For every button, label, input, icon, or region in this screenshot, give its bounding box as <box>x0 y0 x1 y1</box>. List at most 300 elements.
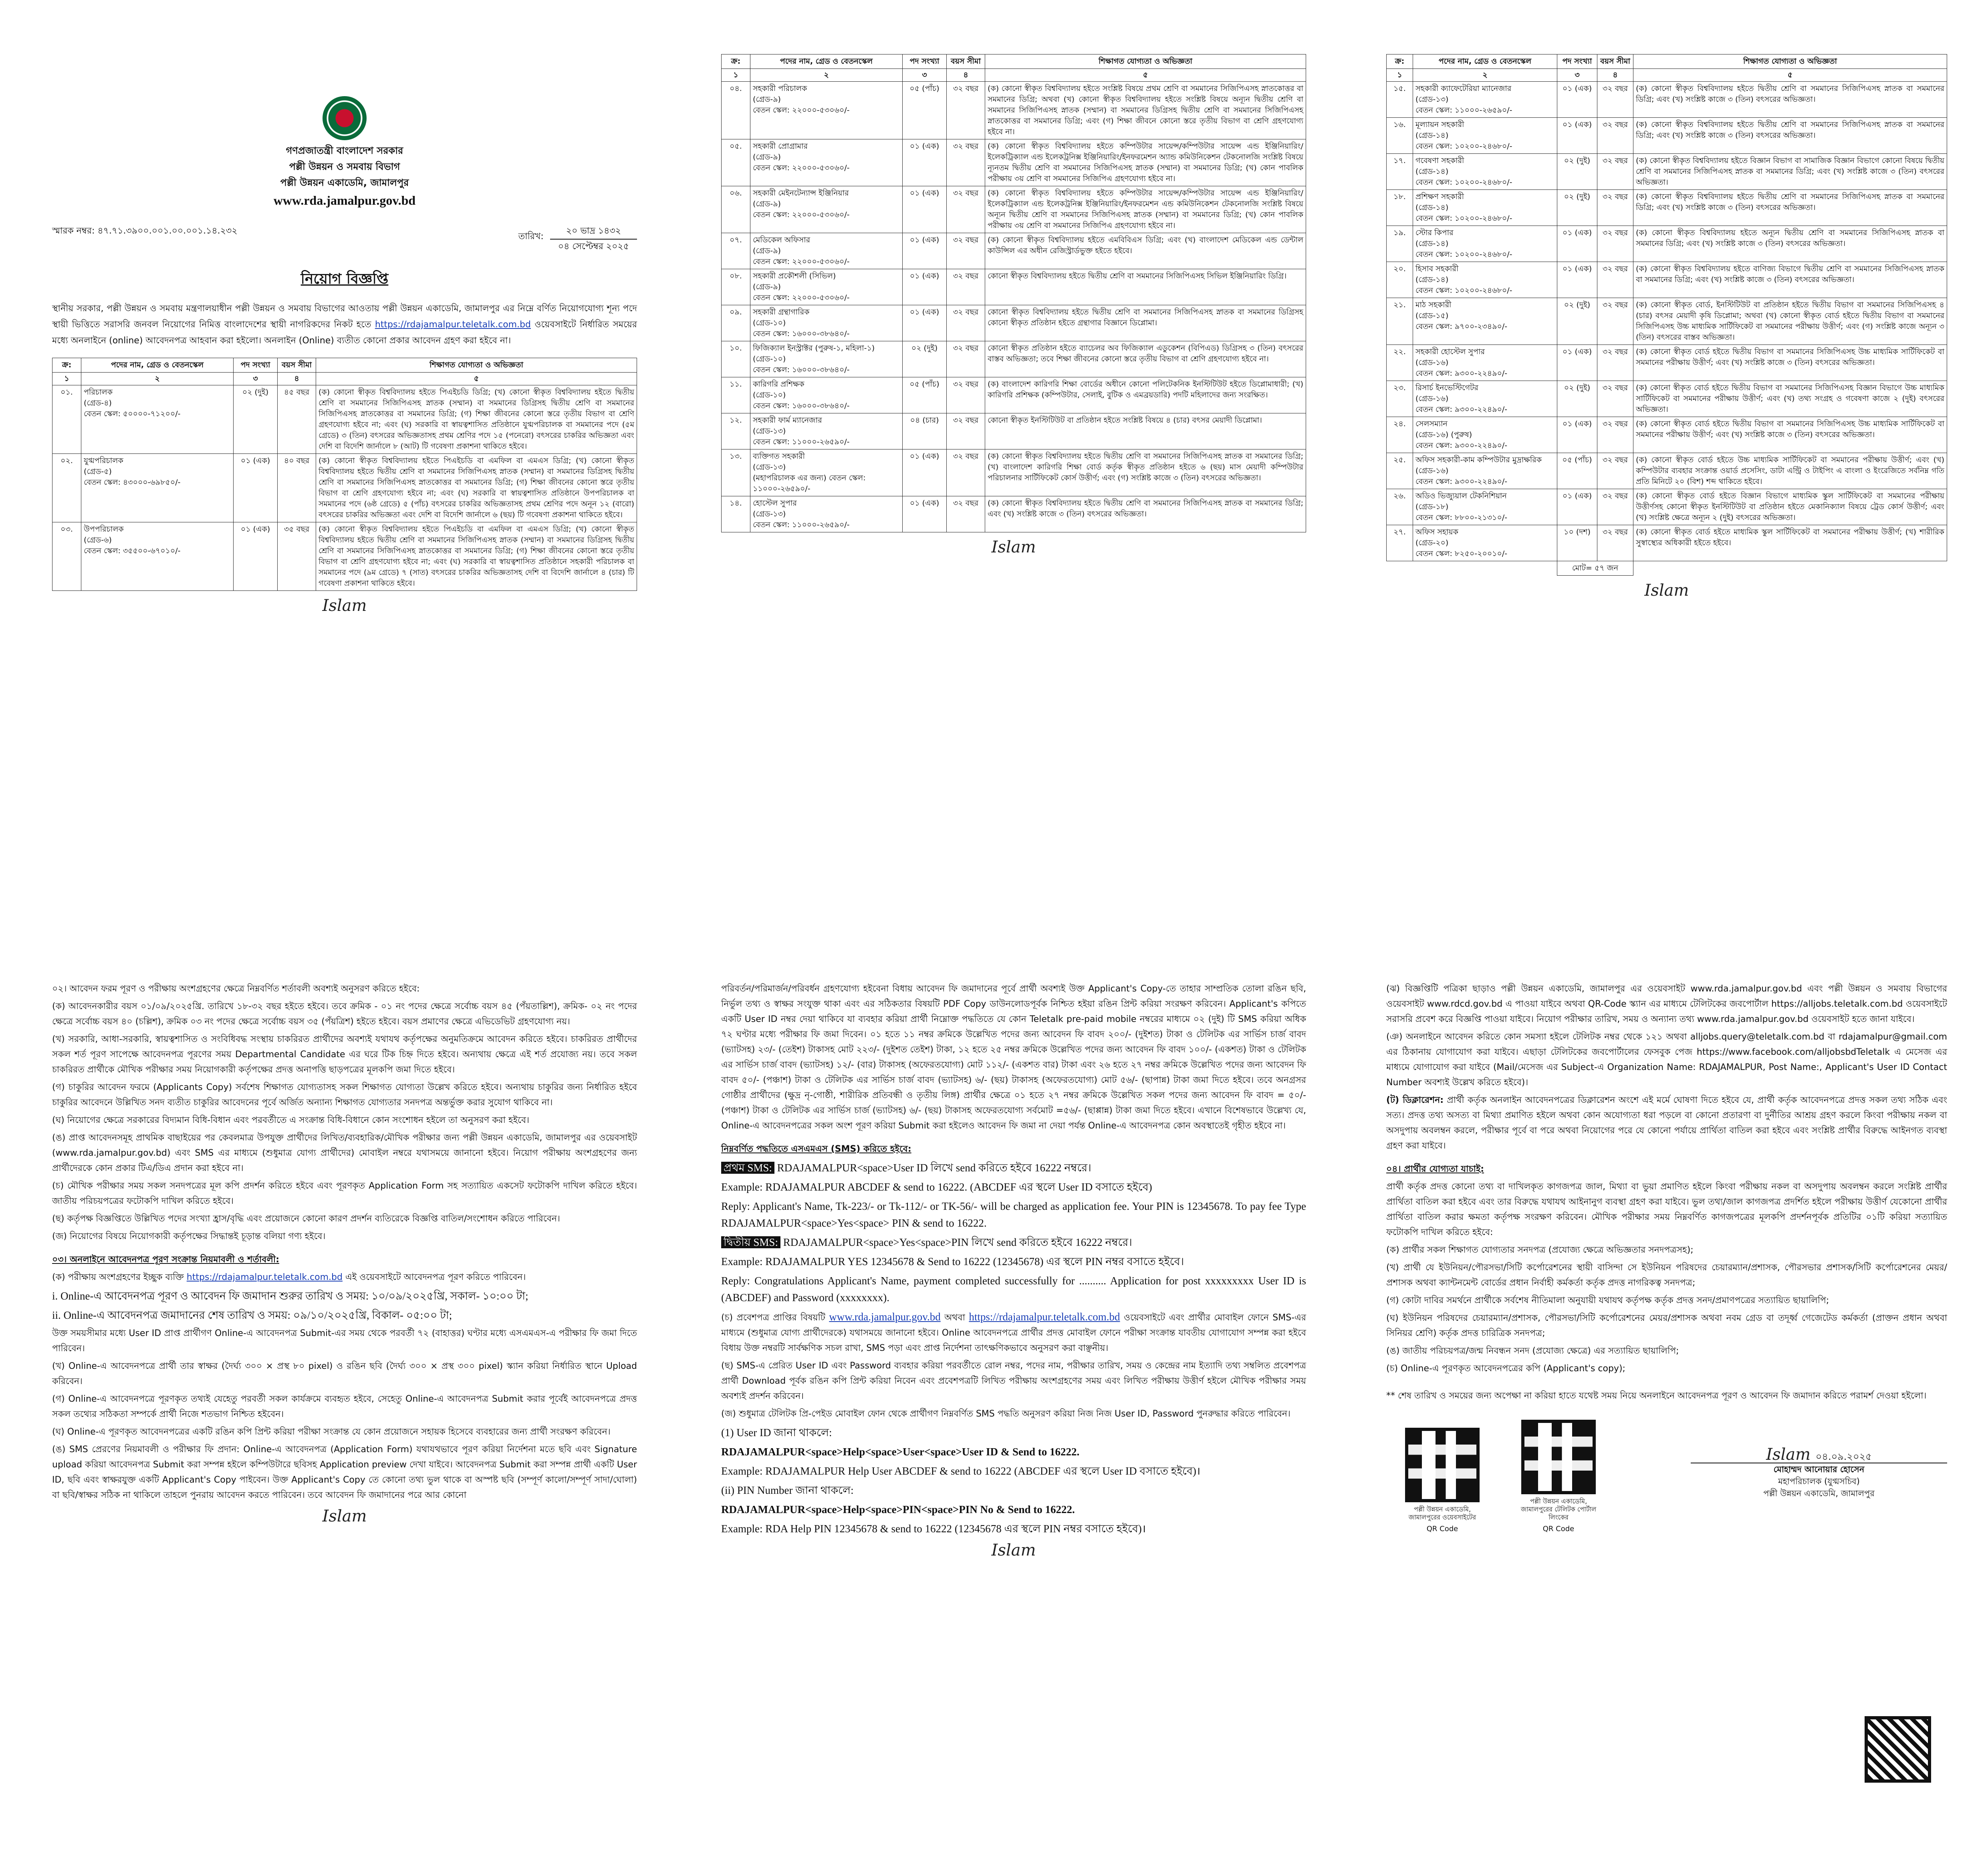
job-post-cell <box>1413 190 1557 226</box>
job-post: সহকারী ক্যাফেটেরিয়া ম্যানেজার <box>1415 84 1512 93</box>
job-sl: ০২. <box>52 454 81 522</box>
job-sl: ০৮. <box>722 269 750 305</box>
job-post-cell <box>1413 262 1557 298</box>
col-num: ৫ <box>985 69 1306 82</box>
col-num: ৩ <box>1557 69 1597 82</box>
table-row <box>1387 262 1947 298</box>
sms-1 <box>721 1159 1306 1176</box>
academy-website: www.rda.jamalpur.gov.bd <box>273 193 416 208</box>
job-requirements: (ক) কোনো স্বীকৃত বোর্ড, ইনস্টিটিউট বা প্রতিষ্ঠান হইতে দ্বিতীয় বিভাগ বা সমমানের সিজিপিএসহ ৪ (চার) বৎসর মেয়াদী কৃষি ডিপ্লোমা; অথবা (খ) কোনো স্বীকৃত বোর্ড হইতে দ্বিতীয় বিভাগ বা সমমানের সিজিপিএসহ উচ্চ মাধ্যমিক সার্টিফিকেট বা সমমানের পরীক্ষায় উত্তীর্ণ; এবং (গ) সংশ্লিষ্ট কাজে অন্যূন ৩ (তিন) বৎসরের বাস্তব অভিজ্ঞতা। <box>1633 298 1947 345</box>
job-count: ০১ (এক) <box>903 269 947 305</box>
job-sl: ০৭. <box>722 233 750 269</box>
signature-date: ০৪.০৯.২০২৫ <box>1815 1451 1872 1462</box>
table-row <box>52 454 637 522</box>
col-post: পদের নাম, গ্রেড ও বেতনস্কেল <box>750 54 903 69</box>
website-info: (ঝ) বিজ্ঞপ্তিটি পত্রিকা ছাড়াও পল্লী উন্নয়ন একাডেমি, জামালপুর এর ওয়েবসাইট www.rda.jamalpur.gov.bd এবং পল্লী উন্নয়ন ও সমবায় বিভাগের ওয়েবসাইট www.rdcd.gov.bd এ পাওয়া যাইবে অথবা QR-Code স্ক্যান এর মাধ্যমে টেলিটকের জবপোর্টাল https://alljobs.teletalk.com.bd ওয়েবসাইটে সরাসরি প্রবেশ করে বিজ্ঞপ্তি পাওয়া যাইবে। নিয়োগ পরীক্ষার তারিখ, সময় ও অন্যান্য তথ্য www.rda.jamalpur.gov.bd ওয়েবসাইট হতে জানা যাইবে। <box>1386 984 1947 1024</box>
job-requirements: (ক) কোনো স্বীকৃত বিশ্ববিদ্যালয় হইতে পিএইচডি ডিগ্রি; (খ) কোনো স্বীকৃত বিশ্ববিদ্যালয় হইতে দ্বিতীয় শ্রেণি বা সমমানের সিজিপিএসহ স্নাতক (সম্মান) বা সমমানের ডিগ্রিসহ দ্বিতীয় শ্রেণি বা সমমানের সিজিপিএসহ স্নাতকোত্তর বা সমমানের ডিগ্রি; (গ) শিক্ষা জীবনের কোনো স্তরে তৃতীয় বিভাগ বা শ্রেণি গ্রহণযোগ্য হইবে না; এবং (ঘ) সরকারি বা স্বায়ত্বশাসিত প্রতিষ্ঠানে যুগ্মপরিচালক বা সমমানের পদে (৫ম গ্রেডে) ৩ (তিন) বৎসরের অভিজ্ঞতাসহ প্রথম শ্রেণির পদে ১৫ (পনেরো) বৎসরের চাকরির অভিজ্ঞতা এবং দেশি বা বিদেশি জার্নালে ৮ (আট) টি গবেষণা প্রকাশনা থাকিতে হইবে। <box>316 385 637 454</box>
table-row <box>722 496 1306 532</box>
job-requirements: (ক) কোনো স্বীকৃত বোর্ড হইতে মাধ্যমিক স্কুল সার্টিফিকেট বা সমমানের পরীক্ষায় উত্তীর্ণ; (খ) শারীরিক সুস্বাস্থ্যের অধিকারী হইতে হইবে। <box>1633 525 1947 561</box>
col-age: বয়স সীমা <box>1597 54 1633 69</box>
job-scale: বেতন স্কেল: ৩৫৫০০-৬৭০১০/- <box>84 546 181 555</box>
job-age: ৩২ বছর <box>947 377 985 413</box>
table-header <box>722 54 1306 82</box>
qr-teletalk-label: QR Code <box>1542 1525 1575 1533</box>
section-4-list <box>1386 1243 1947 1376</box>
list-item: (ঘ) নিয়োগের ক্ষেত্রে সরকারের বিদ্যমান বিধি-বিধান এবং পরবর্তীতে এ সংক্রান্ত বিধি-বিধানে কোন সংশোধন হইলে তা অনুসরণ করা হইবে। <box>52 1115 529 1125</box>
job-post: সহকারী ফার্ম ম্যানেজার <box>753 416 822 425</box>
list-item: উক্ত সময়সীমার মধ্যে User ID প্রাপ্ত প্রার্থীগণ Online-এ আবেদনপত্র Submit-এর সময় থেকে পরবর্তী ৭২ (বাহাত্তর) ঘণ্টার মধ্যে এসএমএস-এ পরীক্ষার ফি জমা দিতে পারিবেন। <box>52 1328 637 1354</box>
signature-initial: Islam <box>991 538 1036 556</box>
qr-code-icon[interactable] <box>1405 1428 1480 1502</box>
list-item: (জ) নিয়োগের বিষয়ে নিয়োগকারী কর্তৃপক্ষের সিদ্ধান্তই চূড়ান্ত বলিয়া গণ্য হইবে। <box>52 1231 326 1241</box>
intro-apply-link[interactable]: https://rdajamalpur.teletalk.com.bd <box>375 320 531 330</box>
col-post: পদের নাম, গ্রেড ও বেতনস্কেল <box>81 358 234 373</box>
job-post-cell <box>1413 417 1557 453</box>
job-count: ০১ (এক) <box>903 305 947 341</box>
qr-website <box>1402 1428 1482 1537</box>
job-grade: (গ্রেড-১৩) <box>1415 95 1449 104</box>
qr-website-label: QR Code <box>1426 1525 1458 1533</box>
signatory-block <box>1691 1445 1947 1499</box>
job-age: ৩২ বছর <box>1597 381 1633 417</box>
job-age: ৩২ বছর <box>947 186 985 233</box>
job-requirements: (ক) কোনো স্বীকৃত বোর্ড হইতে দ্বিতীয় বিভাগ বা সমমানের সিজিপিএসহ বিজ্ঞান বিভাগে উচ্চ মাধ্যমিক সার্টিফিকেট বা সমমানের পরীক্ষায় উত্তীর্ণ; এবং (খ) তথ্য সংগ্রহ ও গবেষণা কাজে ২ (দুই) বৎসরের অভিজ্ঞতা। <box>1633 381 1947 417</box>
job-post: পরিচালক <box>84 388 113 397</box>
job-grade: (গ্রেড-৫) <box>84 467 112 476</box>
job-count: ০৫ (পাঁচ) <box>903 377 947 413</box>
job-grade: (গ্রেড-১৬) <box>1415 466 1449 475</box>
qr-teletalk-caption: পল্লী উন্নয়ন একাডেমি, জামালপুরের টেলিটক পোর্টাল লিংকের <box>1520 1497 1597 1521</box>
job-sl: ২১. <box>1387 298 1413 345</box>
job-grade: (গ্রেড-১৩) <box>753 427 786 435</box>
job-scale: বেতন স্কেল: ২২০০০-৫৩০৬০/- <box>753 106 850 115</box>
section-3-a <box>52 1270 637 1285</box>
admit-download-info: (ছ) SMS-এ প্রেরিত User ID এবং Password ব্যবহার করিয়া পরবর্তীতে রোল নম্বর, পদের নাম, পরীক্ষার তারিখ, সময় ও কেন্দ্রের নাম ইত্যাদি তথ্য সম্বলিত প্রবেশপত্র প্রার্থী Download পূর্বক রঙিন কপি প্রিন্ট করিয়া নিবেন এবং প্রবেশপত্রটি লিখিত পরীক্ষায় অংশগ্রহণের সময় এবং লিখিত পরীক্ষায় উত্তীর্ণ হইলে মৌখিক পরীক্ষার সময় অবশ্যই প্রদর্শন করিবেন। <box>721 1361 1306 1401</box>
job-scale: বেতন স্কেল: ২২০০০-৫৩০৬০/- <box>753 210 850 219</box>
user-id-command: RDAJAMALPUR<space>Help<space>User<space>User ID & Send to 16222. <box>721 1446 1080 1458</box>
job-grade: (গ্রেড-৯) <box>753 199 781 208</box>
job-count: ০১ (এক) <box>1557 118 1597 154</box>
signature-initial: Islam <box>1644 581 1689 600</box>
job-scale: বেতন স্কেল: ১৬০০০-৩৮৬৪০/- <box>753 401 850 410</box>
col-age: বয়স সীমা <box>947 54 985 69</box>
job-count: ০১ (এক) <box>1557 345 1597 381</box>
page-5 <box>721 981 1306 1839</box>
job-grade: (গ্রেড-৬) <box>84 536 112 544</box>
col-count: পদ সংখ্যা <box>903 54 947 69</box>
signature-initial: Islam <box>991 1541 1036 1560</box>
job-count: ০১ (এক) <box>1557 226 1597 262</box>
teletalk-link[interactable]: https://rdajamalpur.teletalk.com.bd <box>969 1311 1120 1323</box>
job-post-cell <box>1413 154 1557 190</box>
sms-2 <box>721 1234 1306 1251</box>
col-num: ৪ <box>1597 69 1633 82</box>
notice-intro <box>52 301 637 349</box>
job-post-cell <box>81 454 234 522</box>
section-3-a-text-2: এই ওয়েবসাইটে আবেদনপত্র পূরণ করিতে পারিবেন। <box>345 1272 526 1282</box>
sms-title: নিম্নবর্ণিত পদ্ধতিতে এসএমএস (SMS) করিতে হইবে: <box>721 1144 911 1154</box>
list-item: (ঙ) SMS প্রেরণের নিয়মাবলী ও পরীক্ষার ফি প্রদান: Online-এ আবেদনপত্র (Application Form) যথাযথভাবে পূরণ করিয়া নির্দেশনা মতে ছবি এবং Signature upload করিয়া আবেদনপত্র Submit করা সম্পন্ন হইলে কম্পিউটারে ছবিসহ Application preview দেখা যাইবে। আবেদনপত্র Submit করা সম্পন্ন প্রার্থী একটি User ID, ছবি এবং স্বাক্ষরযুক্ত একটি Applicant's Copy পাইবেন। উক্ত Applicant's Copy তে কোনো তথ্য ভুল থাকে বা অস্পষ্ট ছবি (সম্পূর্ণ কালো/সম্পূর্ণ সাদা/ঘোলা) বা ছবি/স্বাক্ষর সঠিক না থাকিলে তাহলে পুনরায় আবেদন করতে পারিবেন। তবে আবেদন ফি জমাদানের পরে আর কোনো <box>52 1445 637 1500</box>
col-num: ৫ <box>1633 69 1947 82</box>
table-row <box>1387 118 1947 154</box>
list-item: (ক) প্রার্থীর সকল শিক্ষাগত যোগ্যতার সনদপত্র (প্রযোজ্য ক্ষেত্রে অভিজ্ঞতার সনদপত্রসহ); <box>1386 1245 1694 1255</box>
job-post: সহকারী প্রকৌশলী (সিভিল) <box>753 272 836 280</box>
academy-name: পল্লী উন্নয়ন একাডেমি, জামালপুর <box>280 177 409 188</box>
job-sl: ২৩. <box>1387 381 1413 417</box>
page-1 <box>52 96 637 897</box>
job-sl: ২৫. <box>1387 453 1413 489</box>
job-age: ৩২ বছর <box>947 269 985 305</box>
job-grade: (গ্রেড-১৬) <box>1415 358 1449 367</box>
sms-2-badge: দ্বিতীয় SMS: <box>721 1236 780 1248</box>
sms-1-command: RDAJAMALPUR<space>User ID লিখে send করিতে হইবে 16222 নম্বরে। <box>777 1162 1091 1174</box>
deadline-note: ** শেষ তারিখ ও সময়ের জন্য অপেক্ষা না করিয়া হাতে যথেষ্ট সময় নিয়ে অনলাইনে আবেদনপত্র পূরণ ও আবেদন ফি জমাদান করিতে পরামর্শ দেওয়া হইলো। <box>1386 1391 1927 1401</box>
job-age: ৩২ বছর <box>947 496 985 532</box>
table-row <box>722 269 1306 305</box>
declaration-text: প্রার্থী কর্তৃক অনলাইন আবেদনপত্রের ডিক্লারেশন অংশে এই মর্মে ঘোষণা দিতে হইবে যে, প্রার্থী কর্তৃক আবেদনপত্রে প্রদত্ত সকল তথ্য সঠিক এবং সত্য। প্রদত্ত তথ্য অসত্য বা মিথ্যা প্রমাণিত হইলে অথবা কোন অযোগ্যতা ধরা পড়লে বা কোনো প্রতারণা বা দুর্নীতির আশ্রয় গ্রহণ করলে কিংবা পরীক্ষায় নকল বা অসদুপায় অবলম্বন করলে, পরীক্ষার পূর্বে বা পরে অথবা নিয়োগের পরে যে কোনো পর্যায়ে প্রার্থিতা বাতিল করা হইবে এবং সংশ্লিষ্ট প্রার্থীর বিরুদ্ধে আইনগত ব্যবস্থা গ্রহণ করা যাইবে। <box>1386 1095 1947 1151</box>
sms-1-badge: প্রথম SMS: <box>721 1162 774 1174</box>
job-grade: (গ্রেড-১০) <box>753 355 786 363</box>
admit-text-3: ওয়েবসাইটে এবং প্রার্থীর মোবাইল ফোনে SMS-এর মাধ্যমে (শুধুমাত্র যোগ্য প্রার্থীদেরকে) যথাসময়ে জানানো হইবে। Online আবেদনপত্রে প্রার্থীর প্রদত্ত মোবাইল ফোনে পরীক্ষা সংক্রান্ত যাবতীয় যোগাযোগ সম্পন্ন করা হইবে বিধায় উক্ত নম্বরটি সার্বক্ষণিক সচল রাখা, SMS পড়া এবং প্রাপ্ত নির্দেশনা তাৎক্ষণিকভাবে অনুসরণ করা বাঞ্ছনীয়। <box>721 1313 1306 1353</box>
list-item: (ঘ) ইউনিয়ন পরিষদের চেয়ারম্যান/প্রশাসক, পৌরসভা/সিটি কর্পোরেশনের মেয়র/প্রশাসক অথবা নবম গ্রেড বা তদূর্ধ্ব গেজেটেড কর্মকর্তা (প্রাক্তন প্রধান অথবা সিনিয়র শ্রেণি) কর্তৃক প্রদত্ত চারিত্রিক সনদপত্র; <box>1386 1313 1947 1338</box>
signature-initial: Islam <box>322 596 367 615</box>
job-grade: (গ্রেড-১৪) <box>1415 167 1449 176</box>
job-count: ০১ (এক) <box>903 449 947 496</box>
table-row <box>722 413 1306 449</box>
job-post: হোস্টেল সুপার <box>753 499 797 508</box>
job-sl: ১৪. <box>722 496 750 532</box>
job-count: ০২ (দুই) <box>1557 298 1597 345</box>
table-row <box>722 186 1306 233</box>
job-sl: ০৪. <box>722 82 750 139</box>
job-sl: ১১. <box>722 377 750 413</box>
job-post-cell <box>750 449 903 496</box>
job-requirements: (ক) কোনো স্বীকৃত বিশ্ববিদ্যালয় হইতে দ্বিতীয় শ্রেণি বা সমমানের সিজিপিএসহ স্নাতক বা সমমানের ডিগ্রি; এবং (খ) সংশ্লিষ্ট কাজে ৩ (তিন) বৎসরের অভিজ্ঞতা। <box>1633 82 1947 118</box>
job-count: ০৫ (পাঁচ) <box>903 82 947 139</box>
signature-text: Islam <box>1766 1445 1811 1464</box>
job-grade: (গ্রেড-১৮) <box>1415 502 1449 511</box>
job-sl: ০৯. <box>722 305 750 341</box>
job-post-cell <box>750 341 903 377</box>
job-age: ৩২ বছর <box>1597 345 1633 381</box>
sms-2-command: RDAJAMALPUR<space>Yes<space>PIN লিখে send করিতে হইবে 16222 নম্বরে। <box>783 1236 1132 1248</box>
job-age: ৩২ বছর <box>947 449 985 496</box>
job-post-cell <box>750 233 903 269</box>
job-grade: (গ্রেড-১৩) <box>753 510 786 518</box>
jobs-table-3 <box>1386 54 1947 576</box>
signer-name: মোহাম্মদ আনোয়ার হোসেন <box>1691 1463 1947 1475</box>
job-scale: বেতন স্কেল: ৯৩০০-২২৪৯০/- <box>1415 477 1508 486</box>
job-requirements: (ক) কোনো স্বীকৃত বোর্ড হইতে দ্বিতীয় বিভাগ বা সমমানের সিজিপিএসহ উচ্চ মাধ্যমিক সার্টিফিকেট বা সমমানের পরীক্ষায় উত্তীর্ণ; এবং (খ) সংশ্লিষ্ট কাজে ৩ (তিন) বৎসরের অভিজ্ঞতা। <box>1633 417 1947 453</box>
pin-title: (ii) PIN Number জানা থাকলে: <box>721 1484 854 1496</box>
job-grade: (গ্রেড-১০) <box>753 391 786 399</box>
list-item: (চ) Online-এ পূরণকৃত আবেদনপত্রের কপি (Applicant's copy); <box>1386 1364 1625 1374</box>
job-scale: (মহাপরিচালক এর জন্য) বেতন স্কেল: ১১০০০-২৬৫৯০/- <box>753 474 866 493</box>
job-post: ফিজিক্যাল ইনস্ট্রাক্টর (পুরুষ-১, মহিলা-১) <box>753 344 875 353</box>
job-count: ০২ (দুই) <box>1557 154 1597 190</box>
notice-title: নিয়োগ বিজ্ঞপ্তি <box>300 271 389 287</box>
declaration-label: (ট) ডিক্লারেশন: <box>1386 1095 1444 1105</box>
table-row <box>1387 489 1947 525</box>
job-post: অফিস সহকারী-কাম কম্পিউটার মুদ্রাক্ষরিক <box>1415 455 1542 464</box>
job-age: ৩২ বছর <box>1597 262 1633 298</box>
job-post-cell <box>1413 345 1557 381</box>
job-requirements: (ক) কোনো স্বীকৃত বিশ্ববিদ্যালয় হইতে কম্পিউটার সায়েন্স/কম্পিউটার সায়েন্স এন্ড ইঞ্জিনিয়ারিং/ইলেকট্রিক্যাল এন্ড ইলেকট্রনিক্স ইঞ্জিনিয়ারিং/ইনফরমেশন এন্ড কমিউনিকেশন টেকনোলজি সংশ্লিষ্ট বিষয়ে অন্যূন দ্বিতীয় শ্রেণি বা সমমানের সিজিপিএসহ স্নাতক (সম্মান) বা সমমানের ডিগ্রি; (খ) কোন পাবলিক পরীক্ষায় ৩য় শ্রেণি বা সমমানের সিজিপিএ গ্রহণযোগ্য হইবে না। <box>985 186 1306 233</box>
job-grade: (গ্রেড-২০) <box>1415 538 1449 547</box>
government-emblem-icon <box>323 96 367 140</box>
job-scale: বেতন স্কেল: ৯৩০০-২২৪৯০/- <box>1415 405 1508 414</box>
sms-1-example: Example: RDAJAMALPUR ABCDEF & send to 16222. (ABCDEF এর স্থলে User ID বসাতে হইবে) <box>721 1181 1152 1193</box>
list-item: (গ) কোটা দাবির সমর্থনে প্রার্থীকে সর্বশেষ নীতিমালা অনুযায়ী যথাযথ কর্তৃপক্ষ কর্তৃক প্রদত্ত সনদ/প্রমাণপত্রের সত্যায়িত ছায়ালিপি; <box>1386 1296 1829 1306</box>
job-sl: ০৫. <box>722 139 750 186</box>
section-3-a-text: (ক) পরীক্ষায় অংশগ্রহণের ইচ্ছুক ব্যক্তি <box>52 1272 184 1282</box>
table-row <box>722 82 1306 139</box>
col-num: ২ <box>81 373 234 385</box>
job-scale: বেতন স্কেল: ১০২০০-২৪৬৮০/- <box>1415 250 1512 259</box>
job-post: অডিও ভিজ্যুয়াল টেকনিশিয়ান <box>1415 492 1507 500</box>
job-grade: (গ্রেড-১০) <box>753 318 786 327</box>
job-sl: ১৮. <box>1387 190 1413 226</box>
job-post-cell <box>750 139 903 186</box>
alljobs-qr-code-icon[interactable] <box>1865 1716 1931 1783</box>
job-scale: বেতন স্কেল: ১১০০০-২৬৫৯০/- <box>1415 106 1512 115</box>
job-count: ০৪ (চার) <box>903 413 947 449</box>
job-grade: (গ্রেড-৯) <box>753 246 781 255</box>
admit-text-2: অথবা <box>944 1313 965 1323</box>
job-grade: (গ্রেড-১৬) (পুরুষ) <box>1415 430 1472 439</box>
job-count: ০১ (এক) <box>903 139 947 186</box>
job-sl: ১২. <box>722 413 750 449</box>
job-grade: (গ্রেড-১৪) <box>1415 203 1449 212</box>
col-num: ২ <box>1413 69 1557 82</box>
section-3-apply-link[interactable]: https://rdajamalpur.teletalk.com.bd <box>186 1272 343 1282</box>
col-sl: ক্র: <box>722 54 750 69</box>
job-requirements: (ক) কোনো স্বীকৃত বোর্ড হইতে বিজ্ঞান বিভাগে মাধ্যমিক স্কুল সার্টিফিকেট বা সমমানের পরীক্ষায় উত্তীর্ণসহ কোনো স্বীকৃত ইনস্টিটিউট বা প্রতিষ্ঠান হইতে মেকানিক্যাল বিষয়ে ট্রেড কোর্স উত্তীর্ণ; এবং (খ) সংশ্লিষ্ট ক্ষেত্রে অন্যূন ২ (দুই) বৎসরের অভিজ্ঞতা। <box>1633 489 1947 525</box>
job-count: ০১ (এক) <box>1557 417 1597 453</box>
start-date: i. Online-এ আবেদনপত্র পূরণ ও আবেদন ফি জমাদান শুরুর তারিখ ও সময়: ১০/০৯/২০২৫খ্রি, সকাল- ১০:০০ টা; <box>52 1290 528 1302</box>
job-requirements: (ক) বাংলাদেশ কারিগরি শিক্ষা বোর্ডের অধীনে কোনো পলিটেকনিক ইনস্টিটিউট হইতে ডিপ্লোমাধারী; (খ) কারিগরি প্রশিক্ষক (কম্পিউটার, সেলাই, বুটিক ও এমব্রয়ডারি) পদটি মহিলাদের জন্য সংরক্ষিত। <box>985 377 1306 413</box>
col-age: বয়স সীমা <box>278 358 316 373</box>
job-scale: বেতন স্কেল: ১০২০০-২৪৬৮০/- <box>1415 286 1512 295</box>
job-requirements: (ক) কোনো স্বীকৃত বিশ্ববিদ্যালয় হইতে বাণিজ্য বিভাগে দ্বিতীয় শ্রেণি বা সমমানের সিজিপিএসহ স্নাতক বা সমমানের ডিগ্রি; এবং (খ) সংশ্লিষ্ট কাজে ৩ (তিন) বৎসরের অভিজ্ঞতা। <box>1633 262 1947 298</box>
section-4-title: ০৪। প্রার্থীর যোগ্যতা যাচাই: <box>1386 1164 1484 1174</box>
col-sl: ক্র: <box>1387 54 1413 69</box>
table-row <box>722 449 1306 496</box>
table-row <box>1387 226 1947 262</box>
job-requirements: (ক) কোনো স্বীকৃত বিশ্ববিদ্যালয় হইতে কম্পিউটার সায়েন্স/কম্পিউটার সায়েন্স এন্ড ইঞ্জিনিয়ারিং/ইলেকট্রিক্যাল এন্ড ইলেকট্রনিক্স ইঞ্জিনিয়ারিং/ইনফরমেশন অ্যান্ড কমিউনিকেশন টেকনোলজি সংশ্লিষ্ট বিষয়ে ন্যূনতম দ্বিতীয় শ্রেণি বা সমমানের সিজিপিএসহ স্নাতক (সম্মান) বা সমমানের ডিগ্রি; (খ) কোন পাবলিক পরীক্ষায় ৩য় শ্রেণি বা সমমানের সিজিপিএ গ্রহণযোগ্য হইবে না। <box>985 139 1306 186</box>
job-post-cell <box>1413 453 1557 489</box>
memo-row <box>52 224 637 254</box>
table-row <box>52 385 637 454</box>
col-num: ৩ <box>234 373 278 385</box>
job-grade: (গ্রেড-১৩) <box>753 463 786 472</box>
job-post-cell <box>750 377 903 413</box>
job-requirements: কোনো স্বীকৃত প্রতিষ্ঠান হইতে ব্যাচেলর অব ফিজিক্যাল এডুকেশন (বিপিএড) ডিগ্রিসহ ৩ (তিন) বৎসরের বাস্তব অভিজ্ঞতা; তবে শিক্ষা জীবনের কোনো স্তরে তৃতীয় বিভাগ বা শ্রেণি গ্রহণযোগ্য হইবে না। <box>985 341 1306 377</box>
table-row <box>1387 453 1947 489</box>
job-post: সহকারী হোস্টেল সুপার <box>1415 347 1485 356</box>
table-row <box>722 305 1306 341</box>
date-english: ০৪ সেপ্টেম্বর ২০২৫ <box>558 242 629 252</box>
table-row <box>1387 190 1947 226</box>
job-requirements: (ক) কোনো স্বীকৃত বিশ্ববিদ্যালয় হইতে পিএইচডি বা এমফিল বা এমএস ডিগ্রি; (খ) কোনো স্বীকৃত বিশ্ববিদ্যালয় হইতে দ্বিতীয় শ্রেণি বা সমমানের সিজিপিএসহ স্নাতক (সম্মান) বা সমমানের ডিগ্রিসহ দ্বিতীয় শ্রেণি বা সমমানের সিজিপিএসহ স্নাতকোত্তর বা সমমানের ডিগ্রি; (গ) শিক্ষা জীবনের কোনো স্তরে তৃতীয় বিভাগ বা শ্রেণি গ্রহণযোগ্য হইবে না; এবং (ঘ) সরকারি বা স্বায়ত্বশাসিত প্রতিষ্ঠানে সহকারী পরিচালক বা সমমানের পদে (৯ম গ্রেডে) ৭ (সাত) বৎসরের চাকরির অভিজ্ঞতাসহ দেশি বা বিদেশি জার্নালে ৪ (চার) টি গবেষণা প্রকাশনা থাকিতে হইবে। <box>316 522 637 591</box>
job-requirements: (ক) কোনো স্বীকৃত বিশ্ববিদ্যালয় হইতে অন্যূন দ্বিতীয় শ্রেণি বা সমমানের সিজিপিএসহ স্নাতক বা সমমানের ডিগ্রি; এবং (খ) সংশ্লিষ্ট কাজে ৩ (তিন) বৎসরের অভিজ্ঞতা। <box>1633 226 1947 262</box>
list-item: (খ) প্রার্থী যে ইউনিয়ন/পৌরসভা/সিটি কর্পোরেশনের স্থায়ী বাসিন্দা সে ইউনিয়ন পরিষদের চেয়ারম্যান/প্রশাসক, পৌরসভার প্রশাসক/সিটি কর্পোরেশনের মেয়র/প্রশাসক অথবা ক্যান্টনমেন্ট বোর্ডের প্রধান নির্বাহী কর্মকর্তা কর্তৃক প্রদত্ত নাগরিকত্ব সনদপত্র; <box>1386 1263 1947 1288</box>
job-count: ০২ (দুই) <box>234 385 278 454</box>
table-row <box>1387 298 1947 345</box>
col-qualification: শিক্ষাগত যোগ্যতা ও অভিজ্ঞতা <box>1633 54 1947 69</box>
sms-2-reply: Reply: Congratulations Applicant's Name, payment completed successfully for .......... Application for post xxxxxxxxx User ID is (ABCDEF) and Password (xxxxxxxx). <box>721 1275 1306 1304</box>
table-row <box>1387 82 1947 118</box>
table-header <box>1387 54 1947 82</box>
job-post: কারিগরি প্রশিক্ষক <box>753 380 804 389</box>
job-grade: (গ্রেড-৪) <box>84 399 112 407</box>
job-sl: ১৬. <box>1387 118 1413 154</box>
page-2 <box>721 54 1306 895</box>
job-count: ০১ (এক) <box>1557 262 1597 298</box>
job-post: সেলসম্যান <box>1415 419 1448 428</box>
date-bangla: ২০ ভাদ্র ১৪৩২ <box>550 224 637 240</box>
memo-number: স্মারক নম্বর: ৪৭.৭১.৩৯০০.০০১.০০.০০১.১৪.২৩২ <box>52 226 238 236</box>
job-requirements: (ক) কোনো স্বীকৃত বিশ্ববিদ্যালয় হইতে দ্বিতীয় শ্রেণি বা সমমানের সিজিপিএসহ স্নাতক বা সমমানের ডিগ্রি; (খ) বাংলাদেশ কারিগরি শিক্ষা বোর্ড কর্তৃক স্বীকৃত প্রতিষ্ঠান হইতে ৬ (ছয়) মাস মেয়াদী কম্পিউটার পরিচালনার সার্টিফিকেট কোর্স উত্তীর্ণ; এবং (গ) সংশ্লিষ্ট কাজে ৩ (তিন) বৎসরের অভিজ্ঞতা। <box>985 449 1306 496</box>
job-scale: বেতন স্কেল: ৪৩০০০-৬৯৮৫০/- <box>84 478 181 487</box>
job-scale: বেতন স্কেল: ২২০০০-৫৩০৬০/- <box>753 163 850 172</box>
job-scale: বেতন স্কেল: ৮২৫০-২০০১০/- <box>1415 549 1508 558</box>
jobs-table-2 <box>721 54 1306 532</box>
fee-paragraph: পরিবর্তন/পরিমার্জন/পরিবর্ধন গ্রহণযোগ্য হইবেনা বিধায় আবেদন ফি জমাদানের পূর্বে প্রার্থী অবশ্যই উক্ত Applicant's Copy-তে তাহার সাম্প্রতিক তোলা রঙিন ছবি, নির্ভুল তথ্য ও স্বাক্ষর সংযুক্ত থাকা এবং এর সঠিকতার বিষয়টি PDF Copy ডাউনলোডপূর্বক নিশ্চিত হইয়া রঙিন প্রিন্ট করিয়া সংরক্ষণ করিবেন। Applicant's কপিতে একটি User ID নম্বর দেয়া থাকিবে যা ব্যবহার করিয়া প্রার্থী নিম্নোক্ত পদ্ধতিতে যে কোন Teletalk pre-paid mobile নম্বরের মাধ্যমে ০২ (দুই) টি SMS করিয়া অধিক ৭২ ঘণ্টার মধ্যে পরীক্ষার ফি জমা দিবেন। ০১ হতে ১১ নম্বর ক্রমিকে উল্লেখিত পদের জন্য আবেদন ফি বাবদ ২০০/- (দুইশত) টাকা ও টেলিটক এর সার্ভিস চার্জ বাবদ (ভ্যাটসহ) ২৩/- (তেইশ) টাকাসহ মোট ২২৩/- (দুইশত তেইশ) টাকা, ১২ হতে ২৫ নম্বর ক্রমিকে উল্লেখিত পদের জন্য আবেদন ফি বাবদ ১০০/- (একশত) টাকা ও টেলিটক এর সার্ভিস চার্জ বাবদ (ভ্যাটসহ) ১২/- (বার) টাকাসহ (অফেরতযোগ্য) মোট ১১২/- (একশত বার) টাকা এবং ২৬ হতে ২৭ নম্বর ক্রমিকে উল্লেখিত পদের জন্য আবেদন ফি বাবদ ৫০/- (পঞ্চাশ) টাকা ও টেলিটক এর সার্ভিস চার্জ বাবদ (ভ্যাটসহ) ৬/- (ছয়) টাকাসহ (অফেরতযোগ্য) মোট ৫৬/- (ছাপান্ন) টাকা জমা দিতে হইবে। তবে অনগ্রসর গোষ্ঠীর প্রার্থীদের (ক্ষুদ্র নৃ-গোষ্ঠী, শারীরিক প্রতিবন্ধী ও তৃতীয় লিঙ্গ) প্রার্থীর ক্ষেত্রে ০১ হতে ২৭ নম্বর ক্রমিকে উল্লেখিত সকল পদের জন্য আবেদন ফি বাবদ = ৫০/- (পঞ্চাশ) টাকা ও টেলিটক এর সার্ভিস চার্জ (ভ্যাটসহ) ৬/- (ছয়) টাকাসহ অফেরতযোগ্য সর্বমোট =৫৬/- (ছাপ্পান্ন) টাকা জমা দিতে হইবে। এখানে বিশেষভাবে উল্লেখ্য যে, Online-এ আবেদনপত্রের সকল অংশ পূরণ করিয়া Submit করা হইলেও আবেদন ফি জমা না দেয়া পর্যন্ত Online-এ আবেদনপত্র কোন অবস্থাতেই গৃহীত হইবে না। <box>721 984 1306 1131</box>
job-post-cell <box>1413 118 1557 154</box>
table-row <box>52 522 637 591</box>
job-post: মূল্যায়ন সহকারী <box>1415 120 1464 129</box>
col-sl: ক্র: <box>52 358 81 373</box>
job-post: অফিস সহায়ক <box>1415 528 1458 536</box>
job-count: ০১ (এক) <box>903 233 947 269</box>
job-sl: ১৫. <box>1387 82 1413 118</box>
job-count: ০১ (এক) <box>1557 82 1597 118</box>
job-post: সহকারী পরিচালক <box>753 84 807 93</box>
job-count: ০৫ (পাঁচ) <box>1557 453 1597 489</box>
job-count: ০১ (এক) <box>234 454 278 522</box>
job-sl: ২২. <box>1387 345 1413 381</box>
list-item: (খ) Online-এ আবেদনপত্রে প্রার্থী তার স্বাক্ষর (দৈর্ঘ্য ৩০০ × প্রস্থ ৮০ pixel) ও রঙিন ছবি (দৈর্ঘ্য ৩০০ × প্রস্থ ৩০০ pixel) স্ক্যান করিয়া নির্ধারিত স্থানে Upload করিবেন। <box>52 1361 637 1386</box>
job-post: গবেষণা সহকারী <box>1415 156 1464 165</box>
col-post: পদের নাম, গ্রেড ও বেতনস্কেল <box>1413 54 1557 69</box>
job-age: ৩২ বছর <box>947 413 985 449</box>
job-post: সহকারী গ্রন্থাগারিক <box>753 308 810 316</box>
list-item: (চ) মৌখিক পরীক্ষার সময় সকল সনদপত্রের মূল কপি প্রদর্শন করিতে হইবে এবং পূরণকৃত Application Form সহ সত্যায়িত একসেট ফটোকপি দাখিল করিতে হইবে। জাতীয় পরিচয়পত্রের ফটোকপি দাখিল করিতে হইবে। <box>52 1181 637 1206</box>
table-row <box>1387 154 1947 190</box>
total-count: মোট= ৫৭ জন <box>1557 561 1633 576</box>
page-3 <box>1386 54 1947 895</box>
job-grade: (গ্রেড-১৪) <box>1415 239 1449 248</box>
col-num: ৩ <box>903 69 947 82</box>
end-date: ii. Online-এ আবেদনপত্র জমাদানের শেষ তারিখ ও সময়: ০৯/১০/২০২৫খ্রি, বিকাল- ০৫:০০ টা; <box>52 1309 452 1321</box>
job-age: ৩২ বছর <box>947 233 985 269</box>
list-item: (খ) সরকারি, আধা-সরকারি, স্বায়ত্বশাসিত ও সংবিধিবদ্ধ সংস্থায় চাকরিরত প্রার্থীদের অবশ্যই যথাযথ কর্তৃপক্ষের অনুমতিক্রমে আবেদন করিতে হইবে। চাকরিরত প্রার্থীদের সকল শর্ত পূরণ সাপেক্ষে আবেদনপত্র পূরণের সময় Departmental Candidate এর ঘরে টিক চিহ্ন দিতে হইবে। অন্যথায় ক্ষেত্রে এই শর্ত প্রযোজ্য নয়। তবে সকল চাকরিরত প্রার্থীকে মৌখিক পরীক্ষার সময় নিয়োগকারী কর্তৃপক্ষের প্রদত্ত অনাপত্তি ছাড়পত্রের মূলকপি জমা দিতে হইবে। <box>52 1034 637 1075</box>
qr-code-icon[interactable] <box>1521 1420 1596 1494</box>
job-post-cell <box>81 522 234 591</box>
table-row <box>1387 381 1947 417</box>
col-count: পদ সংখ্যা <box>234 358 278 373</box>
date-box <box>550 224 637 254</box>
col-qualification: শিক্ষাগত যোগ্যতা ও অভিজ্ঞতা <box>316 358 637 373</box>
job-age: ৩২ বছর <box>947 305 985 341</box>
qr-website-caption: পল্লী উন্নয়ন একাডেমি, জামালপুরের ওয়েবসাইটের <box>1408 1505 1476 1521</box>
table-header <box>52 358 637 385</box>
job-scale: বেতন স্কেল: ১০২০০-২৪৬৮০/- <box>1415 142 1512 151</box>
signer-title: মহাপরিচালক (যুগ্মসচিব) <box>1778 1477 1860 1486</box>
job-post-cell <box>750 496 903 532</box>
declaration <box>1386 1093 1947 1154</box>
section-3-title: ০৩। অনলাইনে আবেদনপত্র পূরণ সংক্রান্ত নিয়মাবলী ও শর্তাবলী: <box>52 1255 280 1265</box>
admit-text-1: (চ) প্রবেশপত্র প্রাপ্তির বিষয়টি <box>721 1313 825 1323</box>
job-post-cell <box>750 82 903 139</box>
job-requirements: (ক) কোনো স্বীকৃত বিশ্ববিদ্যালয় হইতে সংশ্লিষ্ট বিষয়ে প্রথম শ্রেণি বা সমমানের সিজিপিএসহ স্নাতকোত্তর বা সমমানের ডিগ্রি; অথবা (খ) কোনো স্বীকৃত বিশ্ববিদ্যালয় হইতে সংশ্লিষ্ট বিষয়ে অন্যূন দ্বিতীয় শ্রেণি বা সমমানের সিজিপিএসহ স্নাতক (সম্মান) বা সমমানের ডিগ্রিসহ দ্বিতীয় শ্রেণি বা সমমানের সিজিপিএসহ স্নাতকোত্তর বা সমমানের ডিগ্রি; এবং (গ) শিক্ষা জীবনে কোনো স্তরে তৃতীয় বিভাগ বা শ্রেণি গ্রহণযোগ্য হইবে না। <box>985 82 1306 139</box>
recovery-info: (জ) শুধুমাত্র টেলিটক প্রি-পেইড মোবাইল ফোন থেকে প্রার্থীগণ নিম্নবর্ণিত SMS পদ্ধতি অনুসরণ করিয়া নিজ নিজ User ID, Password পুনরুদ্ধার করিতে পারিবেন। <box>721 1409 1290 1419</box>
list-item: (ঙ) জাতীয় পরিচয়পত্র/জন্ম নিবন্ধন সনদ (প্রযোজ্য ক্ষেত্রে) এর সত্যায়িত ছায়ালিপি; <box>1386 1346 1679 1356</box>
job-post: প্রশিক্ষণ সহকারী <box>1415 192 1464 201</box>
job-requirements: (ক) কোনো স্বীকৃত বিশ্ববিদ্যালয় হইতে এমবিবিএস ডিগ্রি; এবং (খ) বাংলাদেশ মেডিকেল এন্ড ডেন্টাল কাউন্সিল এর অধীন রেজিস্ট্রার্ডভুক্ত হইতে হইবে। <box>985 233 1306 269</box>
job-age: ৩২ বছর <box>1597 190 1633 226</box>
col-num: ২ <box>750 69 903 82</box>
job-age: ৪০ বছর <box>278 454 316 522</box>
job-scale: বেতন স্কেল: ৮৮০০-২১৩১০/- <box>1415 513 1508 522</box>
job-sl: ১০. <box>722 341 750 377</box>
rda-website-link[interactable]: www.rda.jamalpur.gov.bd <box>829 1311 941 1323</box>
job-age: ৪৫ বছর <box>278 385 316 454</box>
job-count: ০১ (এক) <box>903 186 947 233</box>
table-row <box>722 233 1306 269</box>
job-sl: ২০. <box>1387 262 1413 298</box>
job-sl: ১৭. <box>1387 154 1413 190</box>
job-post: মাঠ সহকারী <box>1415 300 1452 309</box>
job-age: ৩২ বছর <box>947 341 985 377</box>
job-count: ০১ (এক) <box>234 522 278 591</box>
jobs-table-1 <box>52 358 637 591</box>
job-post-cell <box>750 413 903 449</box>
signature-full <box>1691 1445 1947 1464</box>
job-post: মেডিকেল অফিসার <box>753 236 811 244</box>
job-age: ৩২ বছর <box>1597 154 1633 190</box>
job-age: ৩২ বছর <box>1597 82 1633 118</box>
job-count: ০১ (এক) <box>1557 489 1597 525</box>
job-age: ৩২ বছর <box>1597 226 1633 262</box>
job-age: ৩২ বছর <box>1597 525 1633 561</box>
job-sl: ১৩. <box>722 449 750 496</box>
list-item: (গ) চাকুরির আবেদন ফরমে (Applicants Copy) সর্বশেষ শিক্ষাগত যোগ্যতাসহ সকল শিক্ষাগত যোগ্যতা উল্লেখ করিতে হইবে। অন্যথায় চাকুরির জন্য নির্ধারিত হইবে চাকুরির আবেদনে উল্লিখিত সনদ ব্যতীত চাকুরির আবেদনের পূর্বে অর্জিত অন্যান্য শিক্ষাগত যোগ্যতার সনদপত্র অন্তর্ভুক্ত করার সুযোগ থাকিবে না। <box>52 1082 637 1108</box>
govt-name: গণপ্রজাতন্ত্রী বাংলাদেশ সরকার <box>286 145 403 156</box>
job-age: ৩২ বছর <box>1597 118 1633 154</box>
qr-teletalk <box>1518 1420 1599 1537</box>
job-sl: ২৬. <box>1387 489 1413 525</box>
contact-info: (ঞ) অনলাইনে আবেদন করিতে কোন সমস্যা হইলে টেলিটক নম্বর থেকে ১২১ অথবা alljobs.query@teletalk.com.bd বা rdajamalpur@gmail.com এর ঠিকানায় যোগাযোগ করা যাইবে। এছাড়া টেলিটকের জবপোর্টালের ফেসবুক পেজ https://www.facebook.com/alljobsbdTeletalk এ মেসেজ এর মাধ্যমে যোগাযোগ করা যাইবে (Mail/মেসেজ এর Subject-এ Organization Name: RDAJAMALPUR, Post Name:, Applicant's User ID Contact Number অবশ্যই উল্লেখ করিতে হইবে)। <box>1386 1032 1947 1088</box>
admit-card-info <box>721 1308 1306 1356</box>
list-item: (ঘ) Online-এ পূরণকৃত আবেদনপত্রের একটি রঙিন কপি প্রিন্ট করিয়া পরীক্ষা সংক্রান্ত যে কোন প্রয়োজনে সহায়ক হিসেবে ব্যবহারের জন্য প্রার্থী সংরক্ষণ করিবেন। <box>52 1427 611 1437</box>
sms-1-reply: Reply: Applicant's Name, Tk-223/- or Tk-112/- or TK-56/- will be charged as application fee. Your PIN is 12345678. To pay fee Type RDAJAMALPUR<space>Yes<space> PIN & send to 16222. <box>721 1200 1306 1229</box>
job-post-cell <box>1413 82 1557 118</box>
job-post-cell <box>750 305 903 341</box>
job-post-cell <box>750 269 903 305</box>
col-num: ৫ <box>316 373 637 385</box>
job-sl: ২৭. <box>1387 525 1413 561</box>
job-post-cell <box>1413 381 1557 417</box>
job-sl: ২৪. <box>1387 417 1413 453</box>
job-scale: বেতন স্কেল: ১০২০০-২৪৬৮০/- <box>1415 214 1512 223</box>
page-4 <box>52 981 637 1839</box>
job-count: ১০ (দশ) <box>1557 525 1597 561</box>
job-age: ৩২ বছর <box>947 139 985 186</box>
col-num: ১ <box>1387 69 1413 82</box>
job-grade: (গ্রেড-৯) <box>753 282 781 291</box>
